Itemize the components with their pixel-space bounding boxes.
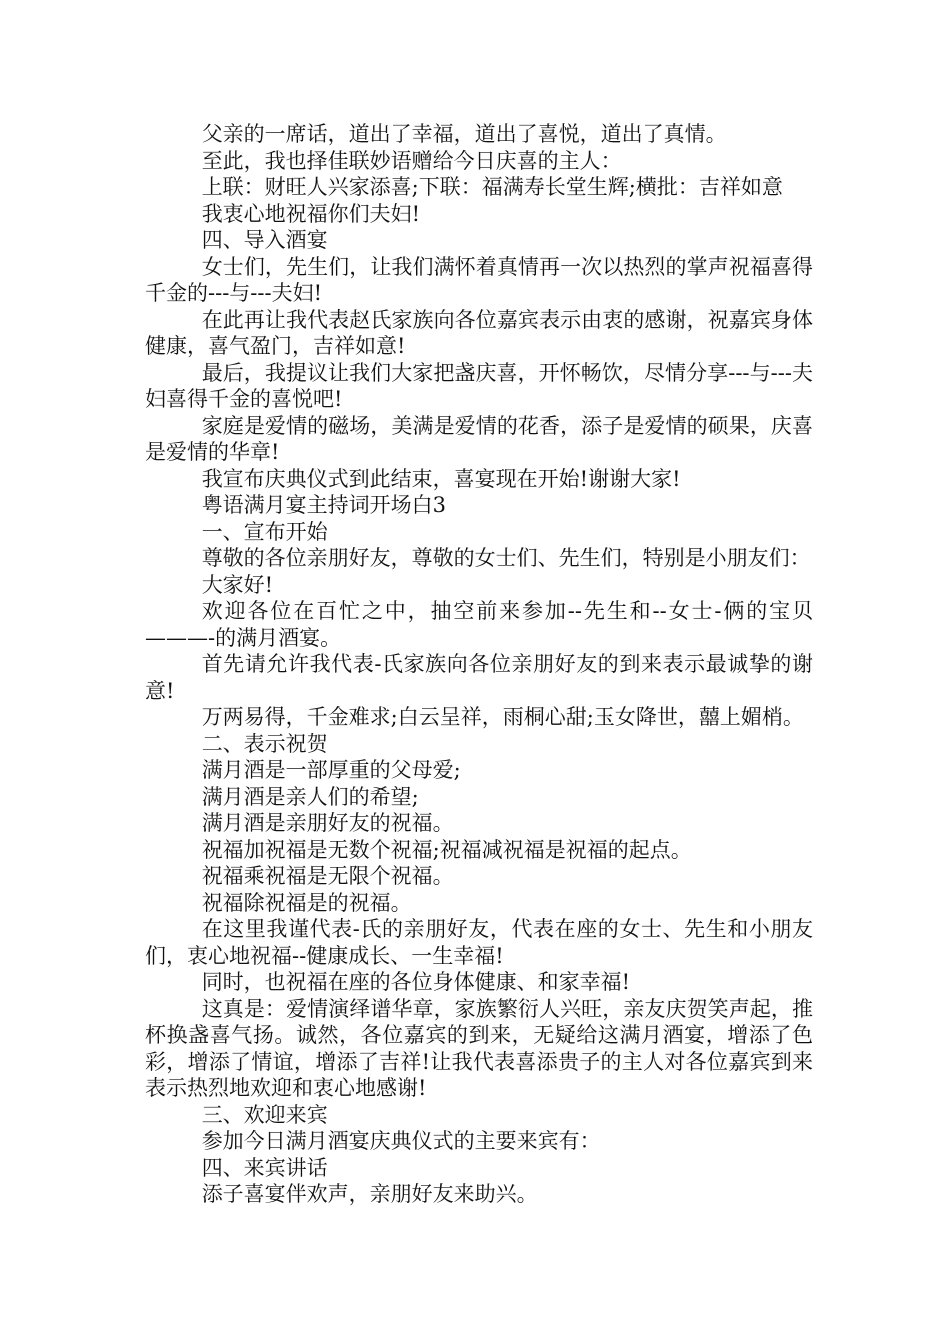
paragraph: 这真是：爱情演绎谱华章，家族繁衍人兴旺，亲友庆贺笑声起，推杯换盏喜气扬。诚然，各位嘉宾的到来，无疑给这满月酒宴，增添了色彩，增添了情谊，增添了吉祥!让我代表喜添贵子的主人对各位嘉宾到来表示热烈地欢迎和衷心地感谢! xyxy=(145,996,813,1100)
document-page xyxy=(145,121,813,1208)
paragraph: 首先请允许我代表-氏家族向各位亲朋好友的到来表示最诚挚的谢意! xyxy=(145,652,813,703)
paragraph: 祝福乘祝福是无限个祝福。 xyxy=(201,864,454,888)
paragraph: 尊敬的各位亲朋好友，尊敬的女士们、先生们，特别是小朋友们： xyxy=(201,546,811,570)
section-heading: 一、宣布开始 xyxy=(201,519,328,544)
document-title: 粤语满月宴主持词开场白3 xyxy=(201,493,447,517)
paragraph: 最后，我提议让我们大家把盏庆喜，开怀畅饮，尽情分享---与---夫妇喜得千金的喜悦吧! xyxy=(145,360,813,411)
paragraph: 我衷心地祝福你们夫妇! xyxy=(201,201,421,226)
section-heading: 三、欢迎来宾 xyxy=(201,1102,328,1127)
section-heading: 二、表示祝贺 xyxy=(201,731,328,756)
paragraph: 我宣布庆典仪式到此结束，喜宴现在开始!谢谢大家! xyxy=(201,466,681,491)
paragraph: 父亲的一席话，道出了幸福，道出了喜悦，道出了真情。 xyxy=(201,122,727,146)
section-heading: 四、导入酒宴 xyxy=(201,228,328,252)
paragraph: 添子喜宴伴欢声，亲朋好友来助兴。 xyxy=(201,1182,538,1206)
paragraph: 在此再让我代表赵氏家族向各位嘉宾表示由衷的感谢，祝嘉宾身体健康，喜气盈门，吉祥如意! xyxy=(145,307,813,358)
paragraph: 家庭是爱情的磁场，美满是爱情的花香，添子是爱情的硕果，庆喜是爱情的华章! xyxy=(145,413,813,464)
paragraph: 女士们，先生们，让我们满怀着真情再一次以热烈的掌声祝福喜得千金的---与---夫妇! xyxy=(145,254,813,305)
paragraph: 祝福除祝福是的祝福。 xyxy=(201,890,412,915)
paragraph: 上联：财旺人兴家添喜;下联：福满寿长堂生辉;横批：吉祥如意 xyxy=(201,175,783,199)
paragraph: 至此，我也择佳联妙语赠给今日庆喜的主人： xyxy=(201,148,622,173)
paragraph: 满月酒是一部厚重的父母爱; xyxy=(201,758,461,782)
paragraph: 参加今日满月酒宴庆典仪式的主要来宾有： xyxy=(201,1129,601,1153)
paragraph: 满月酒是亲朋好友的祝福。 xyxy=(201,811,454,835)
paragraph: 祝福加祝福是无数个祝福;祝福减祝福是祝福的起点。 xyxy=(201,837,692,862)
paragraph: 在这里我谨代表-氏的亲朋好友，代表在座的女士、先生和小朋友们，衷心地祝福--健康成长、一生幸福! xyxy=(145,917,813,968)
paragraph: 大家好! xyxy=(201,572,274,597)
section-heading: 四、来宾讲话 xyxy=(201,1155,328,1180)
paragraph: 欢迎各位在百忙之中，抽空前来参加--先生和--女士-俩的宝贝———-的满月酒宴。 xyxy=(145,599,813,650)
paragraph: 同时，也祝福在座的各位身体健康、和家幸福! xyxy=(201,970,631,994)
paragraph: 万两易得，千金难求;白云呈祥，雨桐心甜;玉女降世，囍上媚梢。 xyxy=(201,705,804,729)
paragraph: 满月酒是亲人们的希望; xyxy=(201,784,419,809)
